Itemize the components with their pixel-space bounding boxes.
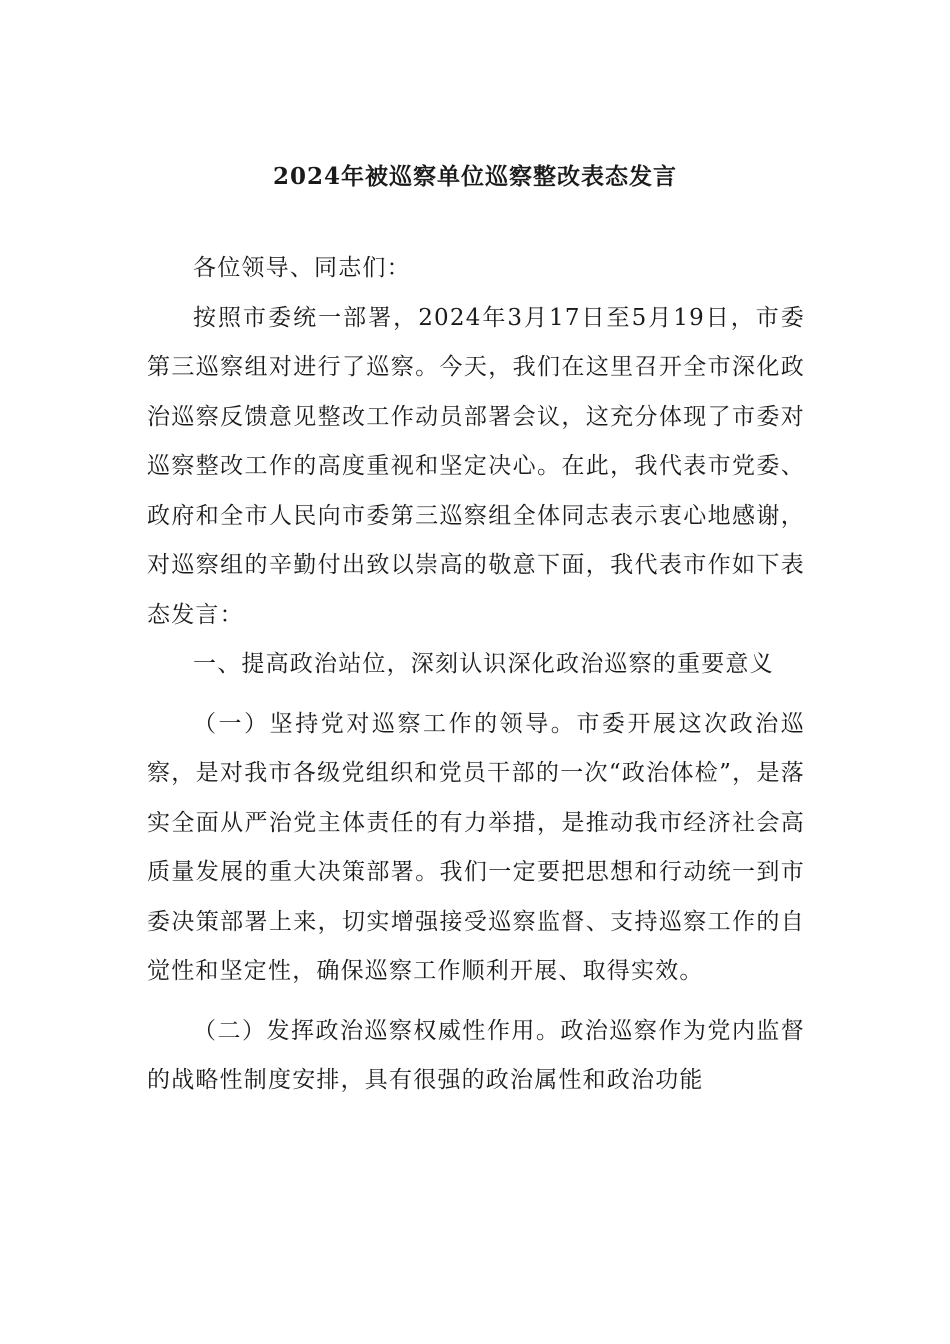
document-title: 2024年被巡察单位巡察整改表态发言 (272, 163, 677, 190)
intro-paragraph: 按照市委统一部署，2024年3月17日至5月19日，市委第三巡察组对进行了巡察。今天，我们在这里召开全市深化政治巡察反馈意见整改工作动员部署会议，这充分体现了市委对巡察整改工作的高度重视和坚定决心。在此，我代表市党委、政府和全市人民向市委第三巡察组全体同志表示衷心地感谢，对巡察组的辛勤付出致以崇高的敬意下面，我代表市作如下表态发言： (147, 304, 805, 628)
subsection-paragraph-2: （二）发挥政治巡察权威性作用。政治巡察作为党内监督的战略性制度安排，具有很强的政治属性和政治功能 (147, 1017, 805, 1093)
document-body (147, 244, 805, 1106)
salutation-paragraph: 各位领导、同志们： (193, 255, 411, 281)
subsection-paragraph-1: （一）坚持党对巡察工作的领导。市委开展这次政治巡察，是对我市各级党组织和党员干部的一次“政治体检”，是落实全面从严治党主体责任的有力举措，是推动我市经济社会高质量发展的重大决策部署。我们一定要把思想和行动统一到市委决策部署上来，切实增强接受巡察监督、支持巡察工作的自觉性和坚定性，确保巡察工作顺利开展、取得实效。 (147, 710, 805, 984)
section-heading-1: 一、提高政治站位，深刻认识深化政治巡察的重要意义 (193, 651, 774, 677)
